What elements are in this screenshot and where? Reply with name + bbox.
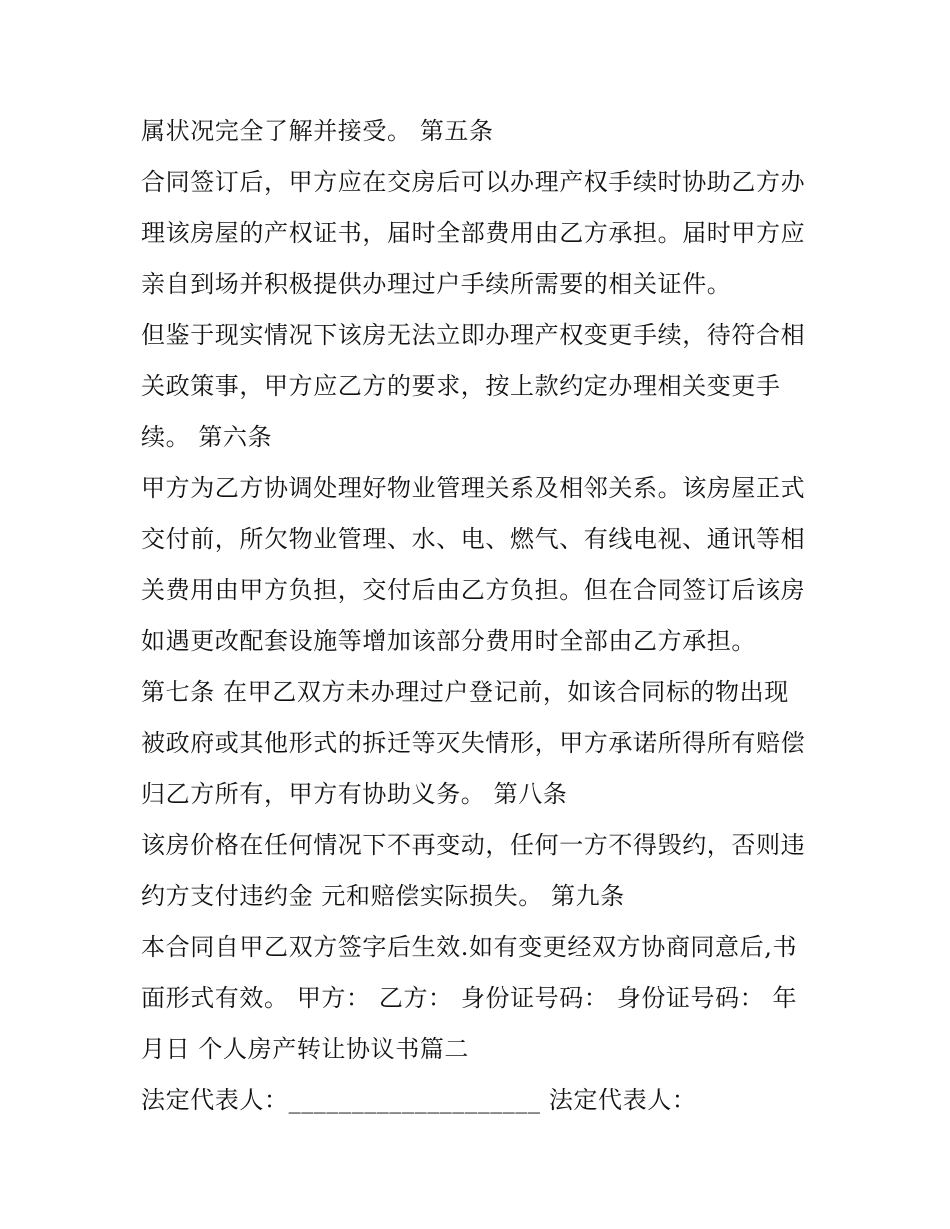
text-line: 续。 第六条	[141, 423, 273, 451]
text-line: 该房价格在任何情况下不再变动，任何一方不得毁约，否则违	[141, 831, 806, 859]
text-line: 被政府或其他形式的拆迁等灭失情形，甲方承诺所得所有赔偿	[141, 729, 806, 757]
text-line: 关政策事，甲方应乙方的要求，按上款约定办理相关变更手	[141, 372, 781, 400]
text-line: 但鉴于现实情况下该房无法立即办理产权变更手续，待符合相	[141, 321, 806, 349]
text-line: 亲自到场并积极提供办理过户手续所需要的相关证件。	[141, 270, 732, 298]
text-line: 归乙方所有，甲方有协助义务。 第八条	[141, 780, 568, 808]
signature-line: 法定代表人：____________________ 法定代表人：	[141, 1086, 697, 1114]
text-line: 理该房屋的产权证书，届时全部费用由乙方承担。届时甲方应	[141, 219, 806, 247]
text-line: 本合同自甲乙双方签字后生效.如有变更经双方协商同意后,书	[141, 933, 798, 961]
text-line: 第七条 在甲乙双方未办理过户登记前，如该合同标的物出现	[141, 678, 789, 706]
text-line: 如遇更改配套设施等增加该部分费用时全部由乙方承担。	[141, 627, 756, 655]
text-line: 交付前，所欠物业管理、水、电、燃气、有线电视、通讯等相	[141, 525, 806, 553]
text-line: 甲方为乙方协调处理好物业管理关系及相邻关系。该房屋正式	[141, 474, 806, 502]
document-body	[141, 106, 821, 1126]
text-line: 合同签订后，甲方应在交房后可以办理产权手续时协助乙方办	[141, 168, 806, 196]
text-line: 面形式有效。 甲方： 乙方： 身份证号码： 身份证号码： 年	[141, 984, 798, 1012]
text-line: 月日 个人房产转让协议书篇二	[141, 1035, 470, 1063]
text-line: 约方支付违约金 元和赔偿实际损失。 第九条	[141, 882, 625, 910]
text-line: 关费用由甲方负担，交付后由乙方负担。但在合同签订后该房	[141, 576, 806, 604]
text-line: 属状况完全了解并接受。 第五条	[141, 117, 494, 145]
